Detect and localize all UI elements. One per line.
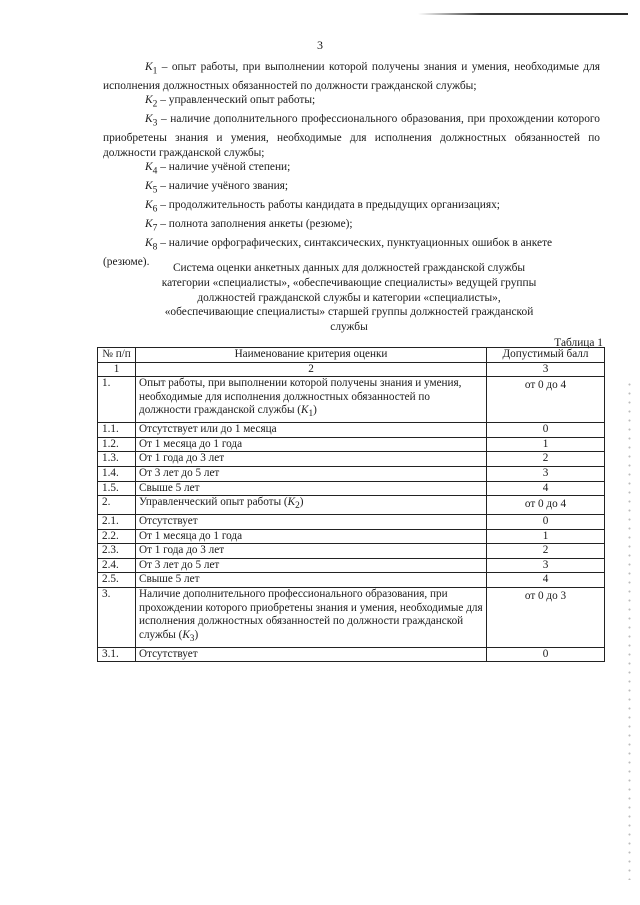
- table-header-row: [98, 348, 605, 363]
- heading-line: должностей гражданской службы и категории «специалисты»,: [197, 291, 501, 304]
- allowed-score: от 0 до 3: [487, 587, 605, 647]
- legend-k8: $K_8$ – наличие орфографических, синтаксических, пунктуационных ошибок в анкете (резюме).: [103, 236, 553, 268]
- row-number: 2.5.: [98, 573, 136, 588]
- legend-k4: $K_4$ – наличие учёной степени;: [145, 161, 291, 177]
- allowed-score: 2: [487, 452, 605, 467]
- legend-k7: $K_7$ – полнота заполнения анкеты (резюме);: [145, 218, 353, 234]
- allowed-score: 1: [487, 529, 605, 544]
- table-row: [98, 496, 605, 515]
- table-row: [98, 573, 605, 588]
- heading-line: категории «специалисты», «обеспечивающие специалисты» ведущей группы: [161, 276, 537, 289]
- allowed-score: 1: [487, 437, 605, 452]
- criterion-name: Отсутствует: [136, 647, 487, 662]
- row-number: 2.2.: [98, 529, 136, 544]
- allowed-score: 3: [487, 466, 605, 481]
- table-row: [98, 529, 605, 544]
- table-row: [98, 423, 605, 438]
- table-row: [98, 452, 605, 467]
- allowed-score: 0: [487, 423, 605, 438]
- row-number: 2.1.: [98, 515, 136, 530]
- criterion-name: Наличие дополнительного профессионального образования, при прохождении которого приобретены знания и умения, необходимые для исполнения должностных обязанностей по должности гражданской службы $(K_3)$: [136, 587, 487, 647]
- row-number: 1.5.: [98, 481, 136, 496]
- criterion-name: От 1 года до 3 лет: [136, 452, 487, 467]
- row-number: 1.2.: [98, 437, 136, 452]
- row-number: 1.: [98, 377, 136, 423]
- legend-k2: $K_2$ – управленческий опыт работы;: [145, 94, 316, 110]
- criterion-name: Свыше 5 лет: [136, 481, 487, 496]
- criterion-name: От 3 лет до 5 лет: [136, 558, 487, 573]
- table-row: [98, 558, 605, 573]
- table-row: [98, 544, 605, 559]
- criteria-legend: [103, 60, 600, 269]
- table-row: [98, 377, 605, 423]
- allowed-score: 4: [487, 573, 605, 588]
- table-row: [98, 515, 605, 530]
- allowed-score: 0: [487, 647, 605, 662]
- heading-line: Система оценки анкетных данных для должностей гражданской службы: [172, 262, 526, 274]
- column-index: 1: [98, 362, 136, 377]
- table-row: [98, 587, 605, 647]
- table-row: [98, 437, 605, 452]
- table-row: [98, 481, 605, 496]
- scan-margin-specks: [628, 380, 631, 880]
- row-number: 3.: [98, 587, 136, 647]
- allowed-score: от 0 до 4: [487, 496, 605, 515]
- criterion-name: От 1 месяца до 1 года: [136, 437, 487, 452]
- allowed-score: 0: [487, 515, 605, 530]
- heading-line: службы: [330, 321, 368, 334]
- header-score: Допустимый балл: [487, 348, 605, 363]
- legend-k6: $K_6$ – продолжительность работы кандидата в предыдущих организациях;: [145, 199, 500, 215]
- criterion-name: Свыше 5 лет: [136, 573, 487, 588]
- row-number: 2.: [98, 496, 136, 515]
- allowed-score: от 0 до 4: [487, 377, 605, 423]
- heading-line: «обеспечивающие специалисты» старшей группы должностей гражданской: [164, 306, 534, 319]
- criterion-name: От 1 года до 3 лет: [136, 544, 487, 559]
- column-index: 3: [487, 362, 605, 377]
- criterion-name: Отсутствует: [136, 515, 487, 530]
- legend-k5: $K_5$ – наличие учёного звания;: [145, 180, 289, 196]
- allowed-score: 4: [487, 481, 605, 496]
- criterion-name: Отсутствует или до 1 месяца: [136, 423, 487, 438]
- row-number: 1.4.: [98, 466, 136, 481]
- page-number: 3: [317, 38, 323, 52]
- criterion-name: Опыт работы, при выполнении которой получены знания и умения, необходимые для исполнения должностных обязанностей по должности гражданской службы $(K_1)$: [136, 377, 487, 423]
- row-number: 1.1.: [98, 423, 136, 438]
- column-index-row: [98, 362, 605, 377]
- row-number: 3.1.: [98, 647, 136, 662]
- scan-edge-line: [418, 13, 628, 15]
- row-number: 1.3.: [98, 452, 136, 467]
- criterion-name: Управленческий опыт работы $(K_2)$: [136, 496, 487, 515]
- legend-k1: $K_1$ – опыт работы, при выполнении которой получены знания и умения, необходимые для исполнения должностных обязанностей по должности гражданской службы;: [103, 61, 600, 92]
- row-number: 2.4.: [98, 558, 136, 573]
- table-row: [98, 466, 605, 481]
- criterion-name: От 3 лет до 5 лет: [136, 466, 487, 481]
- header-name: Наименование критерия оценки: [136, 348, 487, 363]
- row-number: 2.3.: [98, 544, 136, 559]
- allowed-score: 2: [487, 544, 605, 559]
- allowed-score: 3: [487, 558, 605, 573]
- criteria-table: [97, 347, 605, 662]
- header-num: № п/п: [98, 348, 136, 363]
- legend-k3: $K_3$ – наличие дополнительного профессионального образования, при прохождении которого приобретены знания и умения, необходимые для исполнения должностных обязанностей по должности гражданской службы;: [103, 113, 600, 159]
- table-heading: [105, 261, 593, 335]
- table-row: [98, 647, 605, 662]
- table-caption: Таблица 1: [554, 337, 603, 349]
- criterion-name: От 1 месяца до 1 года: [136, 529, 487, 544]
- column-index: 2: [136, 362, 487, 377]
